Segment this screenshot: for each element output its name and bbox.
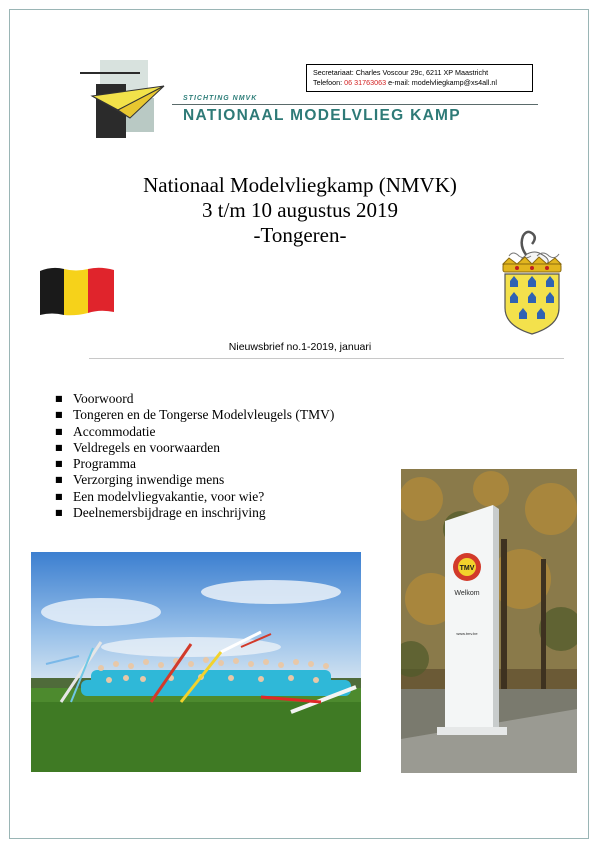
bullet-icon: ■ (55, 394, 63, 403)
newsletter-label: Nieuwsbrief no.1-2019, januari (228, 341, 372, 353)
belgian-flag-icon (38, 265, 116, 317)
welcome-sign-photo (401, 469, 577, 773)
list-item (55, 391, 334, 407)
bullet-icon: ■ (55, 508, 63, 518)
list-item-label: Deelnemersbijdrage en inschrijving (73, 505, 266, 521)
foundation-label: STICHTING NMVK (183, 95, 258, 102)
header-rule (172, 104, 538, 105)
list-item (55, 505, 334, 521)
phone-number: 06 31763063 (344, 78, 387, 87)
bullet-icon: ■ (55, 475, 63, 485)
sign-url-text: www.tmv.be (456, 631, 478, 636)
list-item (55, 407, 334, 423)
title-line-3: -Tongeren- (253, 223, 347, 247)
contact-box (306, 64, 533, 92)
nmvk-logo (78, 58, 168, 140)
list-item-label: Voorwoord (73, 391, 134, 406)
event-title (100, 173, 500, 248)
newsletter-rule (89, 358, 564, 359)
list-item (55, 489, 334, 505)
bullet-icon: ■ (55, 410, 63, 420)
list-item-label: Accommodatie (73, 423, 156, 439)
list-item (55, 472, 334, 488)
tongeren-crest-icon (497, 226, 567, 336)
sign-welcome-text: Welkom (454, 590, 480, 597)
organization-name: NATIONAAL MODELVLIEG KAMP (183, 107, 461, 124)
contents-list (55, 391, 334, 521)
list-item-label: Tongeren en de Tongerse Modelvleugels (TMV) (73, 407, 335, 423)
list-item-label: Verzorging inwendige mens (73, 472, 225, 488)
list-item (55, 440, 334, 456)
bullet-icon: ■ (55, 459, 63, 469)
secretariat-line: Secretariaat: Charles Voscour 29c, 6211 XP Maastricht (313, 68, 489, 77)
title-line-1: Nationaal Modelvliegkamp (NMVK) (143, 173, 457, 197)
list-item (55, 424, 334, 440)
phone-label: Telefoon: (313, 78, 343, 87)
list-item (55, 456, 334, 472)
group-photo (31, 552, 361, 772)
sign-logo-text: TMV (459, 565, 475, 572)
title-line-2: 3 t/m 10 augustus 2019 (201, 198, 398, 222)
bullet-icon: ■ (55, 491, 63, 501)
bullet-icon: ■ (55, 426, 63, 436)
list-item-label: Veldregels en voorwaarden (73, 439, 220, 455)
email-line: e-mail: modelvliegkamp@xs4all.nl (388, 78, 497, 87)
list-item-label: Een modelvliegvakantie, voor wie? (73, 488, 265, 504)
phone-email-line (313, 78, 532, 88)
bullet-icon: ■ (55, 442, 63, 452)
list-item-label: Programma (73, 456, 136, 472)
